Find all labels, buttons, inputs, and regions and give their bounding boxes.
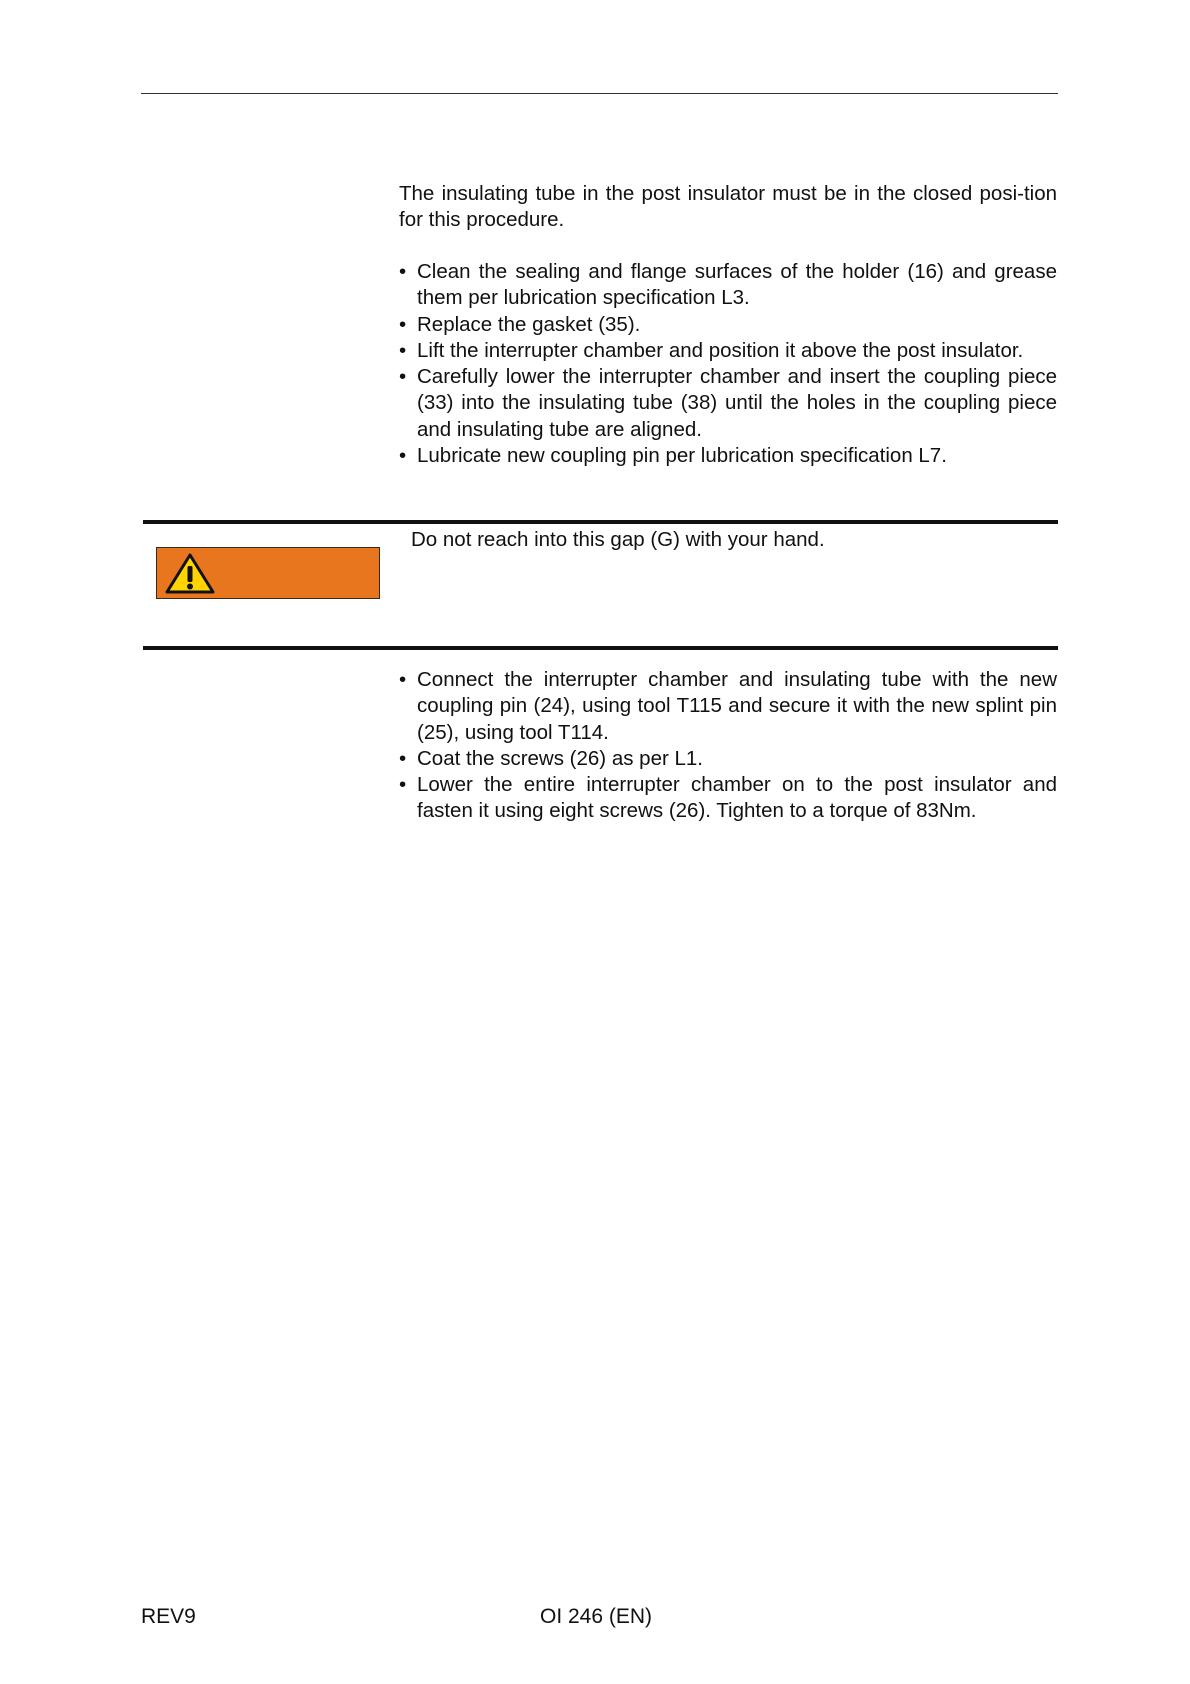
list-item: • Replace the gasket (35).	[399, 312, 1057, 338]
list-item: • Clean the sealing and flange surfaces of the holder (16) and grease them per lubrication specification L3.	[399, 259, 1057, 312]
warning-label	[156, 547, 380, 599]
header-rule	[141, 93, 1058, 94]
intro-paragraph: The insulating tube in the post insulator must be in the closed posi-tion for this procedure.	[399, 182, 1057, 232]
list-item: • Lubricate new coupling pin per lubrication specification L7.	[399, 443, 1057, 469]
list-item: • Carefully lower the interrupter chamber and insert the coupling piece (33) into the insulating tube (38) until the holes in the coupling piece and insulating tube are aligned.	[399, 364, 1057, 443]
warning-text: Do not reach into this gap (G) with your hand.	[411, 528, 825, 551]
list-item: • Coat the screws (26) as per L1.	[399, 746, 1057, 772]
list-item: • Lift the interrupter chamber and position it above the post insulator.	[399, 338, 1057, 364]
footer-document-id: OI 246 (EN)	[540, 1605, 653, 1628]
footer-revision: REV9	[141, 1605, 196, 1628]
steps-list-after	[399, 667, 1057, 825]
list-item: • Connect the interrupter chamber and insulating tube with the new coupling pin (24), using tool T115 and secure it with the new splint pin (25), using tool T114.	[399, 667, 1057, 746]
warning-triangle-icon	[164, 551, 216, 595]
warning-rule-top	[143, 520, 1058, 524]
warning-rule-bottom	[143, 646, 1058, 650]
list-item: • Lower the entire interrupter chamber on to the post insulator and fasten it using eight screws (26). Tighten to a torque of 83Nm.	[399, 772, 1057, 825]
steps-list-before	[399, 259, 1057, 469]
